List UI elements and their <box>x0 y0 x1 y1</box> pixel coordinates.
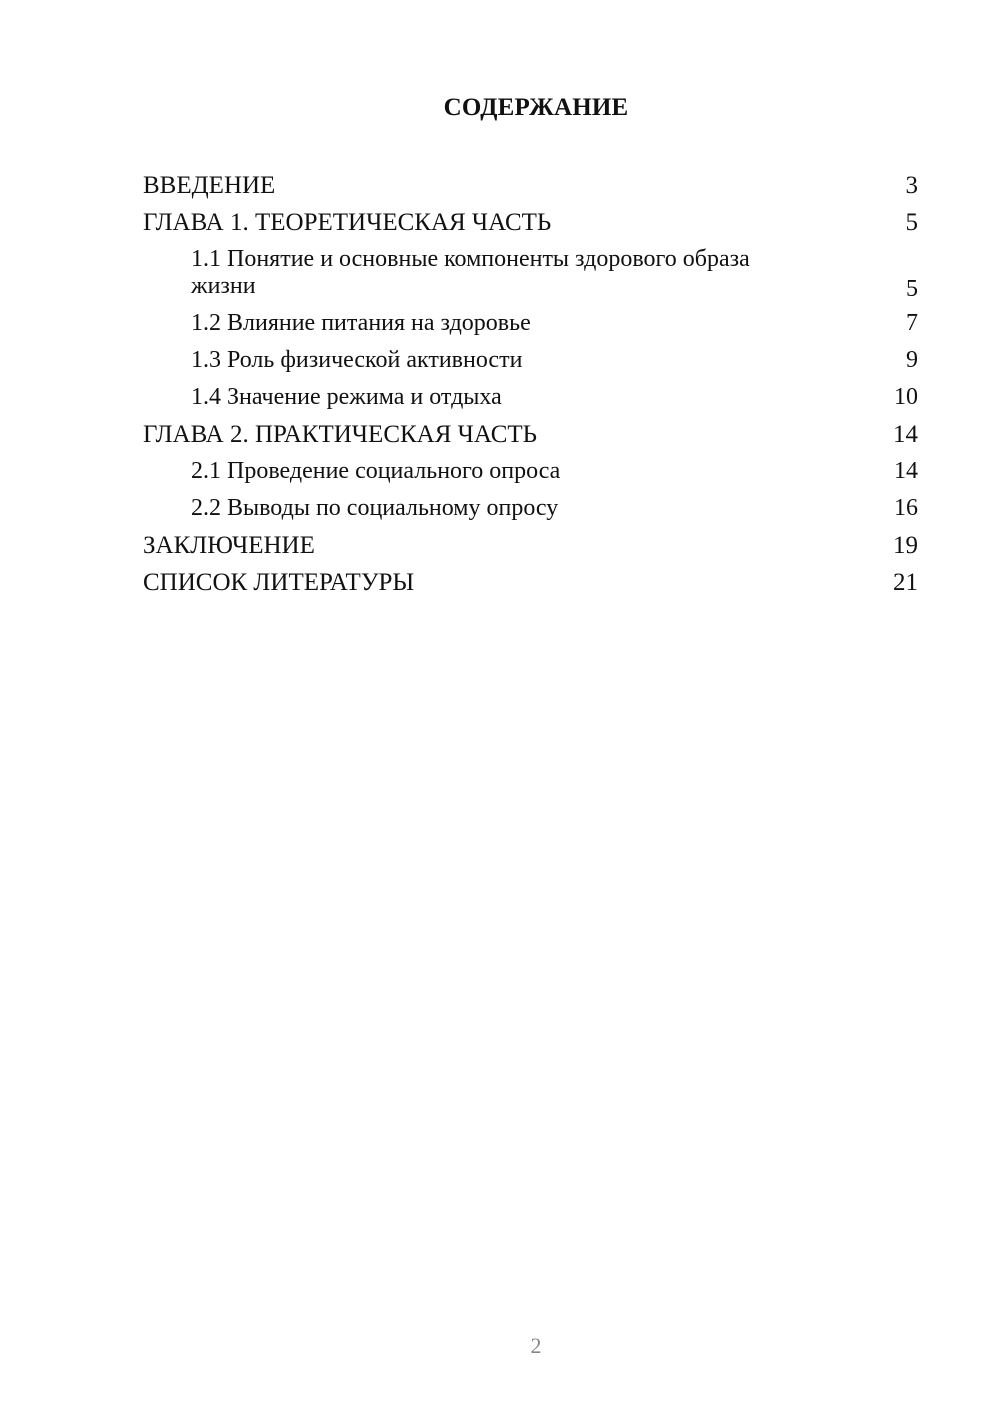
toc-entry-section-2-1 <box>143 453 918 490</box>
toc-entry-section-1-1 <box>143 241 918 305</box>
toc-entry-chapter-2 <box>143 416 918 453</box>
toc-entry-label: ГЛАВА 1. ТЕОРЕТИЧЕСКАЯ ЧАСТЬ <box>143 209 552 236</box>
toc-entry-page: 16 <box>894 495 918 521</box>
table-of-contents <box>143 167 918 601</box>
toc-entry-conclusion <box>143 527 918 564</box>
toc-entry-label: ЗАКЛЮЧЕНИЕ <box>143 532 315 559</box>
toc-entry-label: 2.1 Проведение социального опроса <box>191 458 561 484</box>
toc-entry-label: ГЛАВА 2. ПРАКТИЧЕСКАЯ ЧАСТЬ <box>143 421 538 448</box>
toc-entry-label: СПИСОК ЛИТЕРАТУРЫ <box>143 569 415 596</box>
toc-entry-page: 10 <box>894 384 918 410</box>
toc-entry-references <box>143 564 918 601</box>
toc-entry-section-1-4 <box>143 379 918 416</box>
toc-entry-page: 19 <box>893 532 918 559</box>
toc-entry-page: 5 <box>905 209 918 236</box>
toc-entry-label: ВВЕДЕНИЕ <box>143 172 276 199</box>
toc-entry-chapter-1 <box>143 204 918 241</box>
toc-entry-label: 1.3 Роль физической активности <box>191 347 523 373</box>
toc-entry-label: 1.2 Влияние питания на здоровье <box>191 310 531 336</box>
toc-entry-page: 3 <box>905 172 918 199</box>
toc-entry-page: 21 <box>893 569 918 596</box>
toc-entry-page: 5 <box>906 276 918 302</box>
toc-entry-label: 2.2 Выводы по социальному опросу <box>191 495 559 521</box>
toc-entry-section-1-3 <box>143 342 918 379</box>
toc-entry-page: 14 <box>893 421 918 448</box>
page-number: 2 <box>530 1333 542 1358</box>
toc-entry-label: 1.4 Значение режима и отдыха <box>191 384 502 410</box>
toc-entry-introduction <box>143 167 918 204</box>
toc-entry-section-1-2 <box>143 305 918 342</box>
toc-entry-page: 14 <box>894 458 918 484</box>
toc-entry-label: 1.1 Понятие и основные компоненты здорового образа жизни <box>191 246 750 299</box>
toc-entry-section-2-2 <box>143 490 918 527</box>
toc-entry-page: 9 <box>906 347 918 373</box>
toc-entry-page: 7 <box>906 310 918 336</box>
toc-title: СОДЕРЖАНИЕ <box>443 94 629 121</box>
